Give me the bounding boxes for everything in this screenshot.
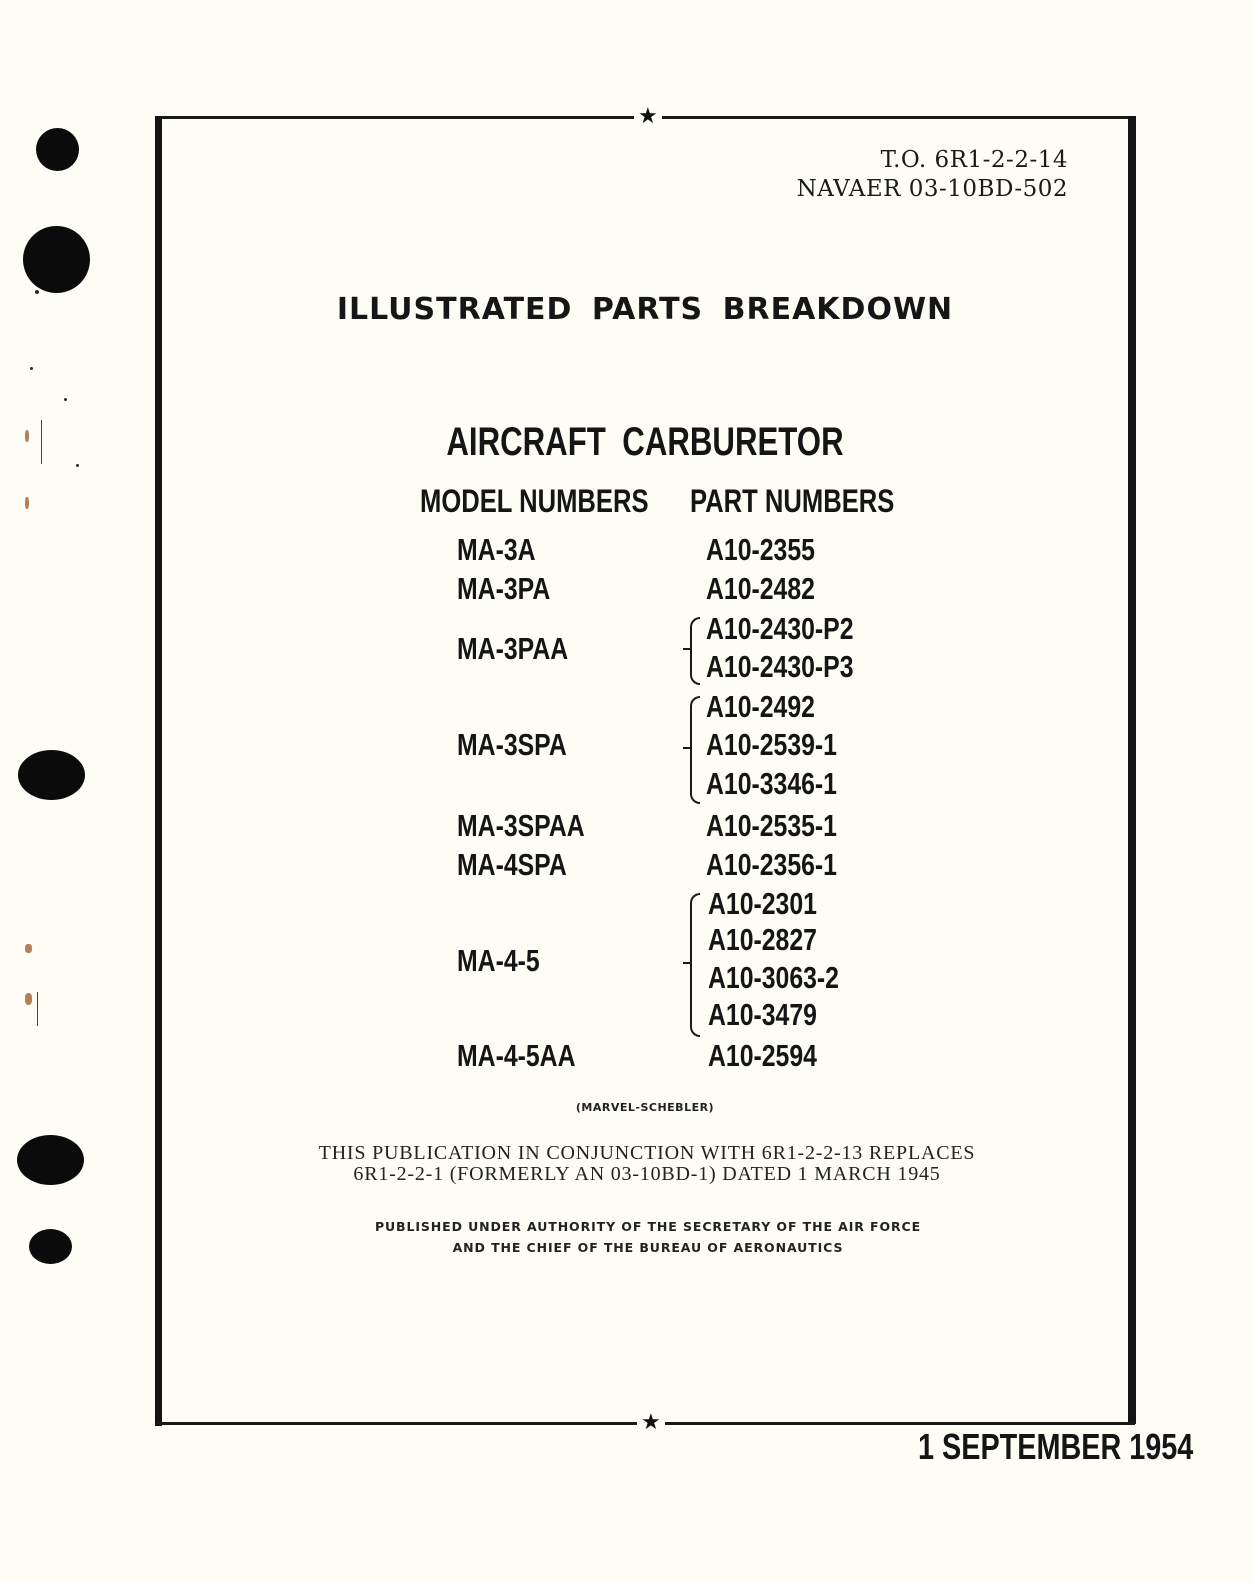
speck — [76, 464, 79, 467]
authority-line: PUBLISHED UNDER AUTHORITY OF THE SECRETARY OF THE AIR FORCE — [374, 1219, 922, 1234]
binder-hole — [23, 226, 90, 293]
publication-date: 1 SEPTEMBER 1954 — [918, 1426, 1194, 1467]
part-number: A10-2594 — [708, 1038, 817, 1073]
part-number: A10-2356-1 — [706, 847, 837, 882]
brace-icon — [690, 617, 700, 685]
brace-tip — [683, 648, 691, 650]
model-number: MA-3PAA — [457, 631, 569, 666]
part-number: A10-3479 — [708, 997, 817, 1032]
rust-spot — [25, 944, 32, 953]
model-number: MA-3PA — [457, 571, 551, 606]
model-number: MA-3A — [457, 532, 536, 567]
brace-tip — [683, 962, 691, 964]
part-number: A10-2492 — [706, 689, 815, 724]
speck — [30, 367, 33, 370]
column-header-label: PART NUMBERS — [690, 483, 895, 519]
column-header-model — [420, 483, 706, 520]
part-number: A10-2539-1 — [706, 727, 837, 762]
model-number: MA-3SPAA — [457, 808, 585, 843]
part-number: A10-2827 — [708, 922, 817, 957]
part-number: A10-2535-1 — [706, 808, 837, 843]
to-number: T.O. 6R1-2-2-14 — [880, 147, 1068, 173]
model-number: MA-4-5 — [457, 943, 540, 978]
authority-line: AND THE CHIEF OF THE BUREAU OF AERONAUTICS — [452, 1240, 844, 1255]
rust-spot — [25, 497, 29, 509]
rust-spot — [25, 430, 29, 442]
scratch — [41, 420, 42, 464]
part-number: A10-3346-1 — [706, 766, 837, 801]
part-number: A10-2430-P3 — [706, 649, 854, 684]
model-number: MA-4SPA — [457, 847, 567, 882]
document-number-block — [797, 146, 1068, 204]
navaer-number: NAVAER 03-10BD-502 — [796, 176, 1068, 202]
binder-hole — [18, 750, 85, 800]
part-number: A10-3063-2 — [708, 960, 839, 995]
part-number: A10-2430-P2 — [706, 611, 854, 646]
document-subject: AIRCRAFT CARBURETOR — [446, 420, 844, 464]
brace-icon — [690, 893, 700, 1037]
model-number: MA-4-5AA — [457, 1038, 576, 1073]
authority-statement — [0, 1216, 1252, 1258]
star-icon: ★ — [637, 1412, 665, 1434]
part-number: A10-2482 — [706, 571, 815, 606]
manufacturer-label: (MARVEL-SCHEBLER) — [575, 1101, 715, 1114]
column-header-label: MODEL NUMBERS — [420, 483, 649, 519]
binder-hole — [36, 128, 79, 171]
star-icon: ★ — [634, 106, 662, 128]
supersedure-line: 6R1-2-2-1 (FORMERLY AN 03-10BD-1) DATED 1 MARCH 1945 — [353, 1163, 941, 1185]
speck — [64, 398, 67, 401]
column-header-part — [690, 483, 945, 520]
supersedure-line: THIS PUBLICATION IN CONJUNCTION WITH 6R1-2-2-13 REPLACES — [318, 1142, 976, 1164]
rust-spot — [25, 993, 32, 1005]
part-number: A10-2301 — [708, 886, 817, 921]
supersedure-notice — [0, 1143, 1252, 1185]
part-number: A10-2355 — [706, 532, 815, 567]
brace-icon — [690, 696, 700, 804]
model-number: MA-3SPA — [457, 727, 567, 762]
scratch — [37, 992, 38, 1026]
document-title: ILLUSTRATED PARTS BREAKDOWN — [336, 292, 954, 327]
brace-tip — [683, 747, 691, 749]
